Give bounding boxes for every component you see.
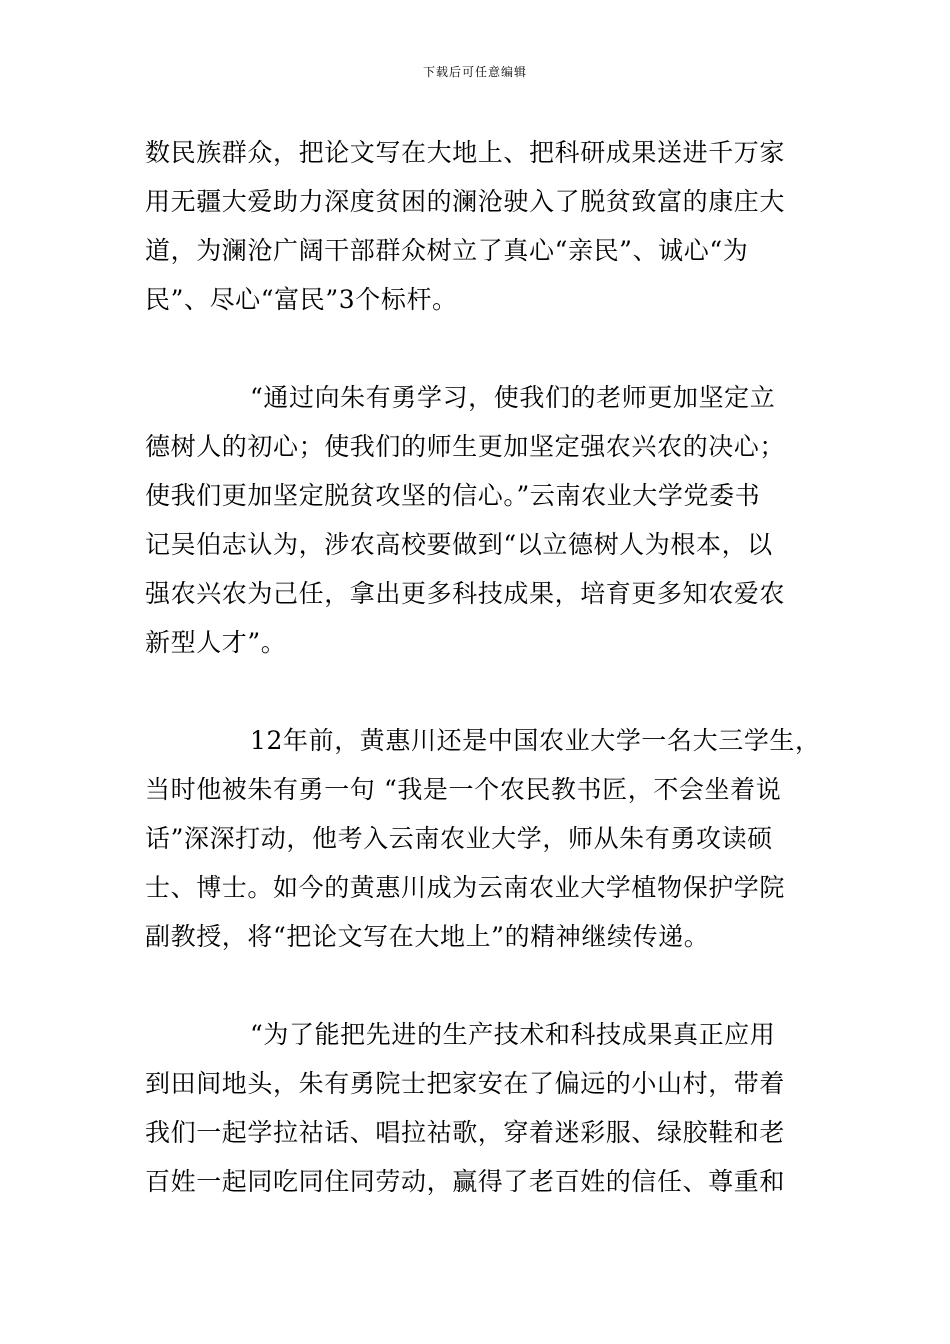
text-line: “为了能把先进的生产技术和科技成果真正应用 (250, 1020, 776, 1049)
text-line: 德树人的初心；使我们的师生更加坚定强农兴农的决心； (145, 432, 786, 461)
text-line: 百姓一起同吃同住同劳动，赢得了老百姓的信任、尊重和 (145, 1167, 786, 1196)
text-line: 用无疆大爱助力深度贫困的澜沧驶入了脱贫致富的康庄大 (145, 187, 786, 216)
paragraph-spacer (145, 324, 815, 373)
paragraph-spacer (145, 961, 815, 1010)
paragraph (145, 716, 821, 961)
paragraph (145, 1010, 815, 1206)
text-line: 12年前，黄惠川还是中国农业大学一名大三学生， (250, 726, 821, 755)
text-line: 数民族群众，把论文写在大地上、把科研成果送进千万家 (145, 138, 786, 167)
text-line: 到田间地头，朱有勇院士把家安在了偏远的小山村，带着 (145, 1069, 786, 1098)
text-line: “通过向朱有勇学习，使我们的老师更加坚定立 (250, 383, 776, 412)
text-line: 士、博士。如今的黄惠川成为云南农业大学植物保护学院 (145, 873, 786, 902)
paragraph-spacer (145, 667, 815, 716)
page-header: 下载后可任意编辑 (422, 65, 527, 79)
document-body (145, 128, 821, 1206)
text-line: 副教授，将“把论文写在大地上”的精神继续传递。 (145, 922, 710, 951)
paragraph (145, 373, 815, 667)
paragraph (145, 128, 815, 324)
text-line: 道，为澜沧广阔干部群众树立了真心“亲民”、诚心“为 (145, 236, 749, 265)
text-line: 强农兴农为己任，拿出更多科技成果，培育更多知农爱农 (145, 579, 786, 608)
text-line: 我们一起学拉祜话、唱拉祜歌，穿着迷彩服、绿胶鞋和老 (145, 1118, 786, 1147)
text-line: 新型人才”。 (145, 628, 287, 657)
text-line: 当时他被朱有勇一句 “我是一个农民教书匠，不会坐着说 (145, 775, 782, 804)
text-line: 民”、尽心“富民”3个标杆。 (145, 285, 458, 314)
text-line: 使我们更加坚定脱贫攻坚的信心。”云南农业大学党委书 (145, 481, 761, 510)
text-line: 记吴伯志认为，涉农高校要做到“以立德树人为根本，以 (145, 530, 773, 559)
text-line: 话”深深打动，他考入云南农业大学，师从朱有勇攻读硕 (145, 824, 773, 853)
